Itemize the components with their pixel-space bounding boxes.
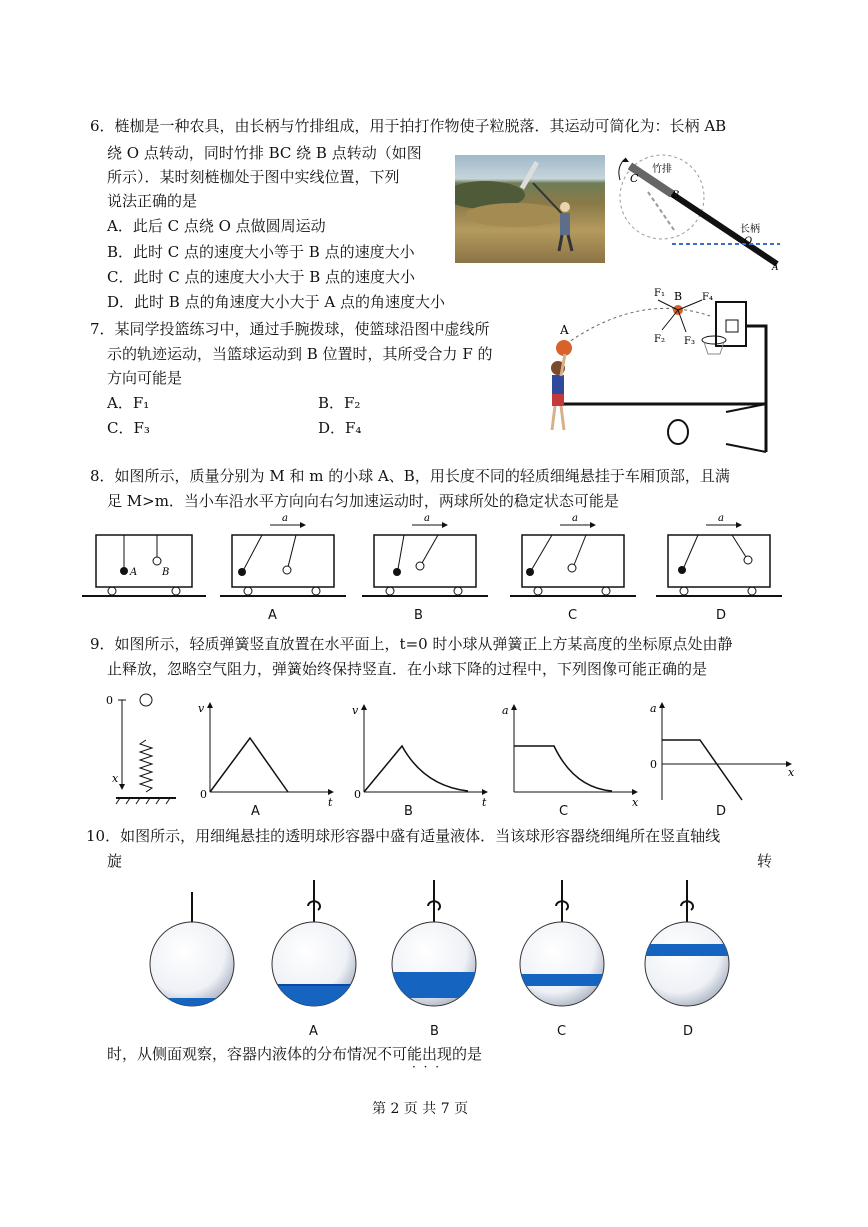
q10-emphasis-dots: · · ·: [412, 1060, 442, 1074]
q9-choice-a-label: A: [251, 804, 260, 819]
q6-label-c: C: [630, 172, 639, 185]
q9-graph-c: [502, 704, 639, 809]
svg-text:a: a: [572, 515, 578, 524]
q6-label-zhupai: 竹排: [652, 164, 672, 175]
svg-text:a: a: [424, 515, 430, 524]
q9-choice-d-label: D: [716, 804, 727, 819]
q9-graph-b: [352, 704, 488, 809]
q7-option-a: A．F₁: [107, 394, 150, 412]
q10-line-3: 时，从侧面观察，容器内液体的分布情况不可能出现的是: [107, 1045, 483, 1063]
q7-label-f3: F₃: [684, 336, 695, 347]
q6-option-a: A．此后 C 点绕 O 点做圆周运动: [107, 217, 326, 235]
svg-text:t: t: [328, 796, 333, 809]
q6-field-photo: [455, 155, 605, 263]
svg-text:0: 0: [354, 788, 361, 801]
q6-option-d: D．此时 B 点的角速度大小大于 A 点的角速度大小: [107, 293, 445, 311]
q10-choice-a-label: A: [309, 1024, 318, 1039]
q10-choice-c-label: C: [557, 1024, 567, 1039]
q8-choice-d-label: D: [716, 608, 727, 623]
q6-label-a: A: [772, 263, 779, 272]
q6-flail-diagram: [612, 152, 784, 272]
q7-line-1: 7．某同学投篮练习中，通过手腕拨球，使篮球沿图中虚线所: [90, 320, 490, 338]
q9-spring-setup: [106, 694, 176, 804]
q6-label-b: B: [672, 190, 680, 201]
svg-text:v: v: [352, 704, 359, 717]
svg-text:0: 0: [200, 788, 207, 801]
q6-line-3: 所示）．某时刻梿枷处于图中实线位置，下列: [107, 168, 400, 186]
q9-graphs-figure: [104, 688, 798, 818]
q9-line-2: 止释放，忽略空气阻力，弹簧始终保持竖直．在小球下降的过程中，下列图像可能正确的是: [107, 660, 708, 678]
q7-basketball-diagram: [530, 282, 780, 454]
q8-line-2: 足 M>m．当小车沿水平方向向右匀加速运动时，两球所处的稳定状态可能是: [107, 492, 619, 510]
svg-text:a: a: [282, 515, 288, 524]
q10-line-2-right: 转: [757, 852, 773, 870]
q9-graph-a: [198, 702, 334, 809]
q8-choice-c-label: C: [568, 608, 578, 623]
q9-choice-c-label: C: [559, 804, 569, 819]
q8-cart-choice-a: [220, 515, 346, 596]
q7-label-f2: F₂: [654, 334, 665, 345]
q10-spheres-figure: [140, 880, 740, 1016]
q8-cart-choice-b: [362, 515, 488, 596]
q6-option-b: B．此时 C 点的速度大小等于 B 点的速度大小: [107, 243, 415, 261]
q8-cart-choice-c: [510, 515, 636, 596]
q8-ball-a-label: A: [130, 567, 138, 578]
q8-carts-figure: [82, 515, 792, 627]
svg-text:t: t: [482, 796, 487, 809]
q7-label-f4: F₄: [702, 292, 713, 303]
q8-cart-choice-d: [656, 515, 782, 596]
q10-sphere-choice-d: [643, 880, 733, 1006]
q8-choice-a-label: A: [268, 608, 277, 623]
q6-line-4: 说法正确的是: [107, 192, 198, 210]
basketball-icon: [556, 340, 572, 356]
farmer-figure: [455, 155, 605, 263]
q10-choice-d-label: D: [683, 1024, 694, 1039]
q9-choice-b-label: B: [404, 804, 413, 819]
svg-text:v: v: [198, 702, 205, 715]
q8-choice-b-label: B: [414, 608, 423, 623]
q10-line-1: 10．如图所示，用细绳悬挂的透明球形容器中盛有适量液体．当该球形容器绕细绳所在竖直轴线: [86, 827, 721, 845]
q10-sphere-choice-a: [270, 880, 360, 1014]
svg-text:a: a: [718, 515, 724, 524]
q7-option-d: D．F₄: [318, 419, 362, 437]
q9-graph-d: [650, 702, 795, 800]
q10-sphere-choice-b: [390, 880, 480, 1006]
svg-text:0: 0: [650, 758, 657, 771]
svg-text:a: a: [502, 704, 509, 717]
q6-option-c: C．此时 C 点的速度大小大于 B 点的速度大小: [107, 268, 416, 286]
q6-label-changbing: 长柄: [740, 224, 760, 235]
svg-text:a: a: [650, 702, 657, 715]
q9-x-axis-label: x: [112, 772, 119, 785]
q7-label-a: A: [560, 323, 569, 337]
q8-line-1: 8．如图所示，质量分别为 M 和 m 的小球 A、B，用长度不同的轻质细绳悬挂于车厢顶部，且满: [90, 467, 730, 485]
q8-ball-b-label: B: [162, 567, 170, 578]
q7-option-b: B．F₂: [318, 394, 361, 412]
page-footer: 第 2 页 共 7 页: [372, 1101, 469, 1117]
q10-line-2-left: 旋: [107, 852, 123, 870]
q6-line-2: 绕 O 点转动，同时竹排 BC 绕 B 点转动（如图: [107, 144, 422, 162]
q6-line-1: 6．梿枷是一种农具，由长柄与竹排组成，用于拍打作物使子粒脱落．其运动可简化为：长柄 AB: [90, 117, 727, 135]
q7-label-b: B: [674, 290, 683, 303]
q7-option-c: C．F₃: [107, 419, 150, 437]
q6-label-o: O: [744, 236, 753, 247]
q8-cart-original: [82, 535, 206, 596]
q10-sphere-choice-c: [518, 880, 608, 1006]
q7-line-3: 方向可能是: [107, 369, 183, 387]
q7-line-2: 示的轨迹运动，当篮球运动到 B 位置时，其所受合力 F 的: [107, 345, 493, 363]
q10-sphere-original: [150, 892, 234, 1010]
q9-origin-label: 0: [106, 694, 113, 707]
svg-text:x: x: [788, 766, 795, 779]
q7-label-f1: F₁: [654, 288, 665, 299]
q9-line-1: 9．如图所示，轻质弹簧竖直放置在水平面上，t=0 时小球从弹簧正上方某高度的坐标原点处由静: [90, 635, 733, 653]
q10-choice-b-label: B: [430, 1024, 439, 1039]
svg-text:x: x: [632, 796, 639, 809]
